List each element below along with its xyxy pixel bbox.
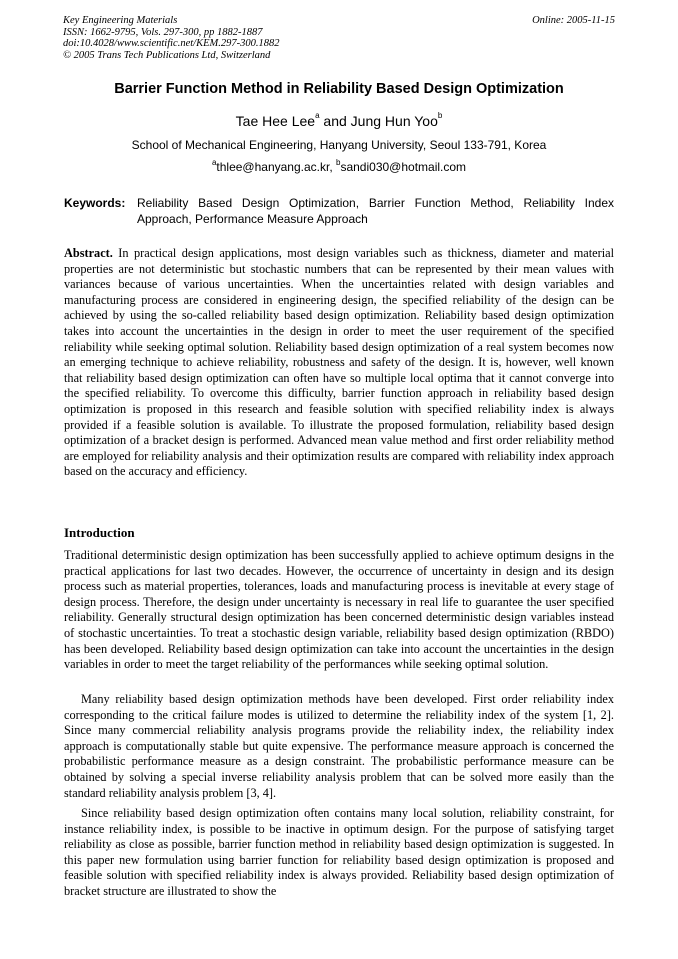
abstract-paragraph — [64, 246, 614, 480]
issn-line: ISSN: 1662-9795, Vols. 297-300, pp 1882-1887 — [63, 26, 263, 38]
email-line — [0, 160, 678, 174]
email-address: thlee@hanyang.ac.kr, — [216, 160, 336, 174]
intro-paragraph-2: Many reliability based design optimization methods have been developed. First order reliability index corresponding to the critical failure modes is utilized to determine the reliability index of the system [1, 2]. Since many commercial reliability analysis programs provide the reliability index, the reliability index approach is computationally stable but quite expensive. The performance measure approach is concerned the probabilistic performance measure as a design constraint. The probabilistic performance measure can be obtained by solving a special inverse reliability analysis problem that can be solved more easily than the standard reliability analysis problem [3, 4]. — [64, 692, 614, 800]
affiliation: School of Mechanical Engineering, Hanyang University, Seoul 133-791, Korea — [131, 138, 547, 152]
author-superscript: a — [315, 111, 320, 120]
abstract-text: In practical design applications, most design variables such as thickness, diameter and material properties are not deterministic but stochastic numbers that can be represented by their mean values with variances because of various uncertainties. When the uncertainties related with design variables and manufacturing process are considered in engineering design, the specified reliability of the design can be achieved by using the so-called reliability based design optimization. Reliability based design optimization takes into account the uncertainties in the design in order to meet the user requirement of the specified reliability while seeking optimal solution. Reliability based design optimization of a real system becomes now an emerging technique to achieve reliability, robustness and safety of the design. It is, however, well known that reliability based design optimization can often have so multiple local optima that it cannot converge into the specified reliability. To overcome this difficulty, barrier function approach in reliability based design optimization is proposed in this research and feasible solution with specified reliability index is always provided if a feasible solution is available. To illustrate the proposed formulation, reliability based design optimization of a bracket design is performed. Advanced mean value method and first order reliability method are employed for reliability analysis and their optimization results are compared with reliability index approach based on the accuracy and efficiency. — [64, 246, 614, 479]
author-connector: and — [319, 113, 351, 129]
intro-paragraph-1: Traditional deterministic design optimization has been successfully applied to achieve optimum designs in the practical applications for last two decades. However, the occurrence of uncertainty in design and its design process such as material properties, tolerances, loads and manufacturing process is inevitable at every stage of design process. Therefore, the design under uncertainty is necessary in real life to guarantee the user specified reliability. Generally structural design optimization has been concerned deterministic design variables instead of stochastic uncertainties. To treat a stochastic design variable, reliability based design optimization (RBDO) has been developed. Reliability based design optimization can take into account the uncertainties in the design variables in order to meet the target reliability of the performances while seeking optimal solution. — [64, 548, 614, 672]
email-address: sandi030@hotmail.com — [340, 160, 467, 174]
author-name: Jung Hun Yoo — [350, 113, 438, 129]
author-line — [0, 113, 678, 129]
abstract-label: Abstract. — [64, 246, 113, 260]
online-date: Online: 2005-11-15 — [532, 15, 615, 26]
email-superscript: b — [336, 158, 341, 167]
paper-title: Barrier Function Method in Reliability Based Design Optimization — [114, 81, 564, 97]
author-name: Tae Hee Lee — [235, 113, 316, 129]
intro-paragraph-3: Since reliability based design optimization often contains many local solution, reliability constraint, for instance reliability index, is possible to be inactive in optimum design. For the purpose of satisfying target reliability as close as possible, barrier function method in reliability based design optimization is suggested. In this paper new formulation using barrier function for reliability based design optimization is proposed and feasible solution with specified reliability index is always provided. Reliability based design optimization of bracket structure are illustrated to show the — [64, 806, 614, 898]
journal-name: Key Engineering Materials — [63, 15, 178, 26]
copyright-line: © 2005 Trans Tech Publications Ltd, Switzerland — [63, 49, 271, 61]
keywords-text: Reliability Based Design Optimization, Barrier Function Method, Reliability Index Approach, Performance Measure Approach — [137, 196, 614, 226]
doi-line: doi:10.4028/www.scientific.net/KEM.297-300.1882 — [63, 38, 280, 49]
introduction-heading: Introduction — [64, 525, 135, 540]
keywords-block — [64, 195, 614, 227]
author-superscript: b — [437, 111, 443, 120]
email-superscript: a — [211, 158, 217, 167]
keywords-label: Keywords: — [64, 196, 126, 210]
journal-header — [63, 15, 280, 61]
